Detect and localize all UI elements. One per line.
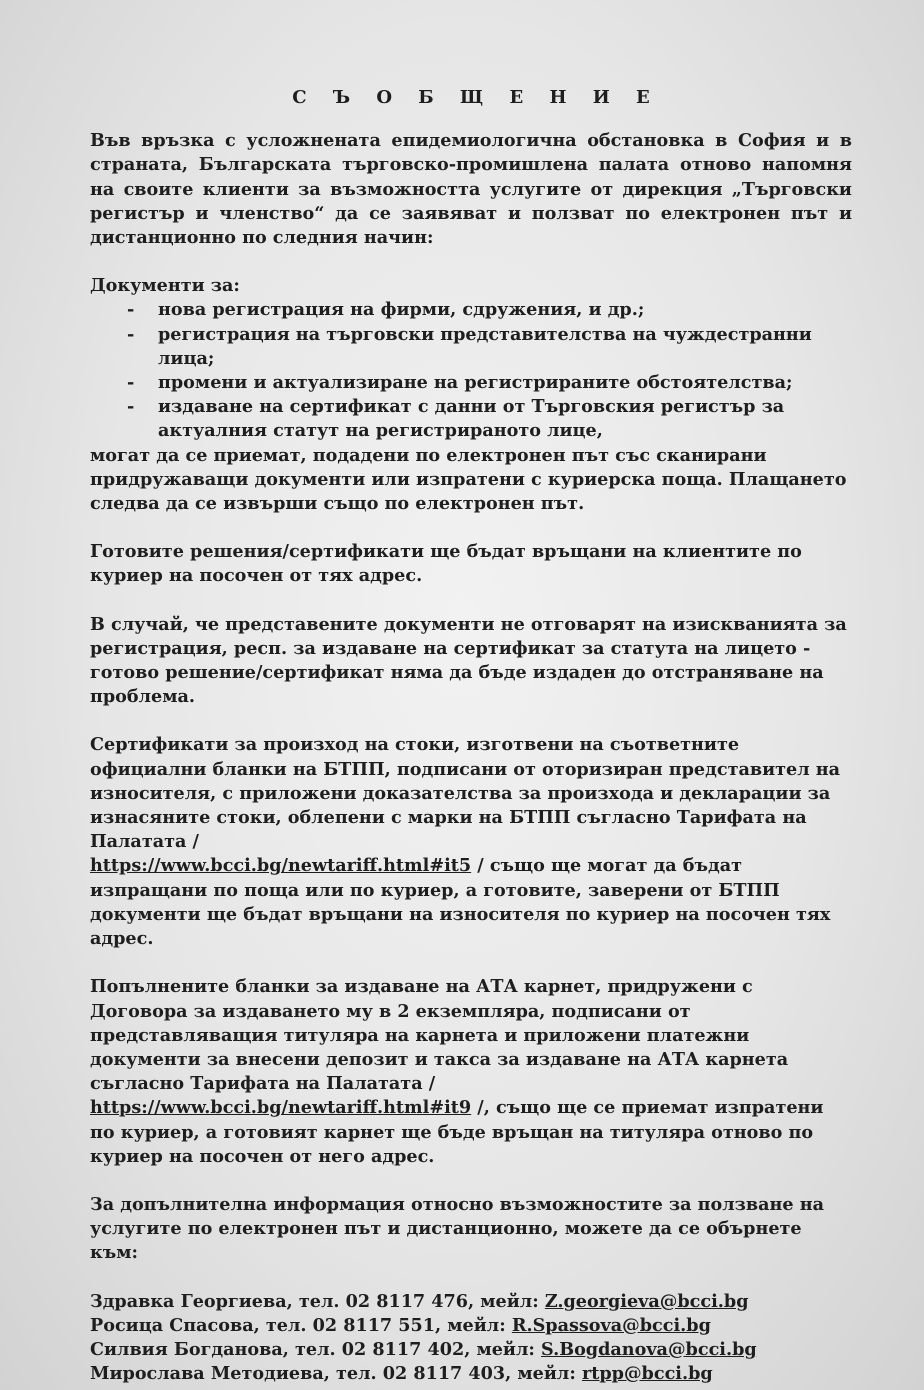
contact-email-link[interactable]: Z.georgieva@bcci.bg bbox=[544, 1290, 749, 1312]
spacer bbox=[90, 709, 852, 733]
ata-paragraph bbox=[90, 975, 852, 1169]
notice-title: С Ъ О Б Щ Е Н И Е bbox=[292, 87, 660, 108]
contact-item bbox=[90, 1338, 852, 1362]
spacer bbox=[90, 250, 852, 274]
documents-after-paragraph: могат да се приемат, подадени по електронен път със сканирани придружаващи документи или изпратени с куриерска поща. Плащането следва да се извърши също по електронен път. bbox=[90, 444, 847, 515]
contact-text: Мирослава Методиева, тел. 02 8117 403, мейл: bbox=[90, 1363, 582, 1385]
list-item-text: промени и актуализиране на регистрираните обстоятелства; bbox=[158, 372, 793, 394]
ata-text: Попълнените бланки за издаване на АТА карнет, придружени с Договора за издаването му в 2 екземпляра, подписани от представляващия титуляра на карнета и приложени платежни документи за внесени депозит и такса за издаване на АТА карнета съгласно Тарифата на Палатата / bbox=[90, 976, 789, 1095]
origin-text-after: / също ще могат да бъдат изпращани по поща или по куриер, а готовите, заверени от БТПП документи ще бъдат връщани на износителя по куриер на посочен тях адрес. bbox=[90, 855, 831, 950]
contact-text: Росица Спасова, тел. 02 8117 551, мейл: bbox=[90, 1314, 512, 1336]
contact-text: Силвия Богданова, тел. 02 8117 402, мейл: bbox=[90, 1338, 541, 1360]
info-paragraph: За допълнителна информация относно възможностите за ползване на услугите по електронен път и дистанционно, можете да се обърнете към: bbox=[90, 1193, 824, 1264]
case-paragraph: В случай, че представените документи не отговарят на изискванията за регистрация, респ. за издаване на сертификат за статута на лицето - готово решение/сертификат няма да бъде издаден до отстраняване на проблема. bbox=[90, 613, 847, 708]
contact-email-link[interactable]: S.Bogdanova@bcci.bg bbox=[541, 1338, 757, 1360]
list-item-text: регистрация на търговски представителства на чуждестранни лица; bbox=[158, 323, 812, 369]
ata-text-after: /, също ще се приемат изпратени по куриер, а готовият карнет ще бъде връщан на титуляра отново по куриер на посочен от него адрес. bbox=[90, 1097, 824, 1167]
dash-bullet: - bbox=[127, 372, 135, 394]
spacer bbox=[90, 951, 852, 975]
dash-bullet: - bbox=[127, 323, 135, 345]
spacer bbox=[90, 589, 852, 613]
list-item bbox=[90, 298, 852, 322]
intro-paragraph: Във връзка с усложнената епидемиологична обстановка в София и в страната, Българската търговско-промишлена палата отново напомня на своите клиенти за възможността услугите от дирекция „Търговски регистър и членство“ да се заявяват и ползват по електронен път и дистанционно по следния начин: bbox=[90, 130, 852, 249]
spacer bbox=[90, 1266, 852, 1290]
spacer bbox=[90, 516, 852, 540]
contact-email-link[interactable]: R.Spassova@bcci.bg bbox=[511, 1314, 711, 1336]
origin-paragraph bbox=[90, 733, 852, 951]
contact-item bbox=[90, 1290, 852, 1314]
tariff-link-it9[interactable]: https://www.bcci.bg/newtariff.html#it9 bbox=[90, 1097, 472, 1119]
origin-text: Сертификати за произход на стоки, изготвени на съответните официални бланки на БТПП, подписани от оторизиран представител на износителя, с приложени доказателства за произхода и декларации за изнасяните стоки, облепени с марки на БТПП съгласно Тарифата на Палатата / bbox=[90, 734, 841, 853]
contact-item bbox=[90, 1362, 852, 1386]
list-item bbox=[90, 371, 852, 395]
notice-document bbox=[90, 86, 852, 1386]
list-item-text: издаване на сертификат с данни от Търговския регистър за актуалния статут на регистрираното лице, bbox=[158, 396, 785, 442]
dash-bullet: - bbox=[127, 396, 135, 418]
contact-item bbox=[90, 1314, 852, 1338]
list-item bbox=[90, 395, 852, 443]
documents-list bbox=[90, 298, 852, 443]
contact-email-link[interactable]: rtpp@bcci.bg bbox=[581, 1363, 713, 1385]
list-item bbox=[90, 323, 852, 371]
list-item-text: нова регистрация на фирми, сдружения, и др.; bbox=[158, 299, 645, 321]
spacer bbox=[90, 1169, 852, 1193]
tariff-link-it5[interactable]: https://www.bcci.bg/newtariff.html#it5 bbox=[90, 855, 472, 877]
documents-heading: Документи за: bbox=[90, 275, 240, 297]
contact-text: Здравка Георгиева, тел. 02 8117 476, мейл: bbox=[90, 1290, 545, 1312]
ready-paragraph: Готовите решения/сертификати ще бъдат връщани на клиентите по куриер на посочен от тях адрес. bbox=[90, 541, 802, 587]
contacts-list bbox=[90, 1290, 852, 1387]
dash-bullet: - bbox=[127, 299, 135, 321]
